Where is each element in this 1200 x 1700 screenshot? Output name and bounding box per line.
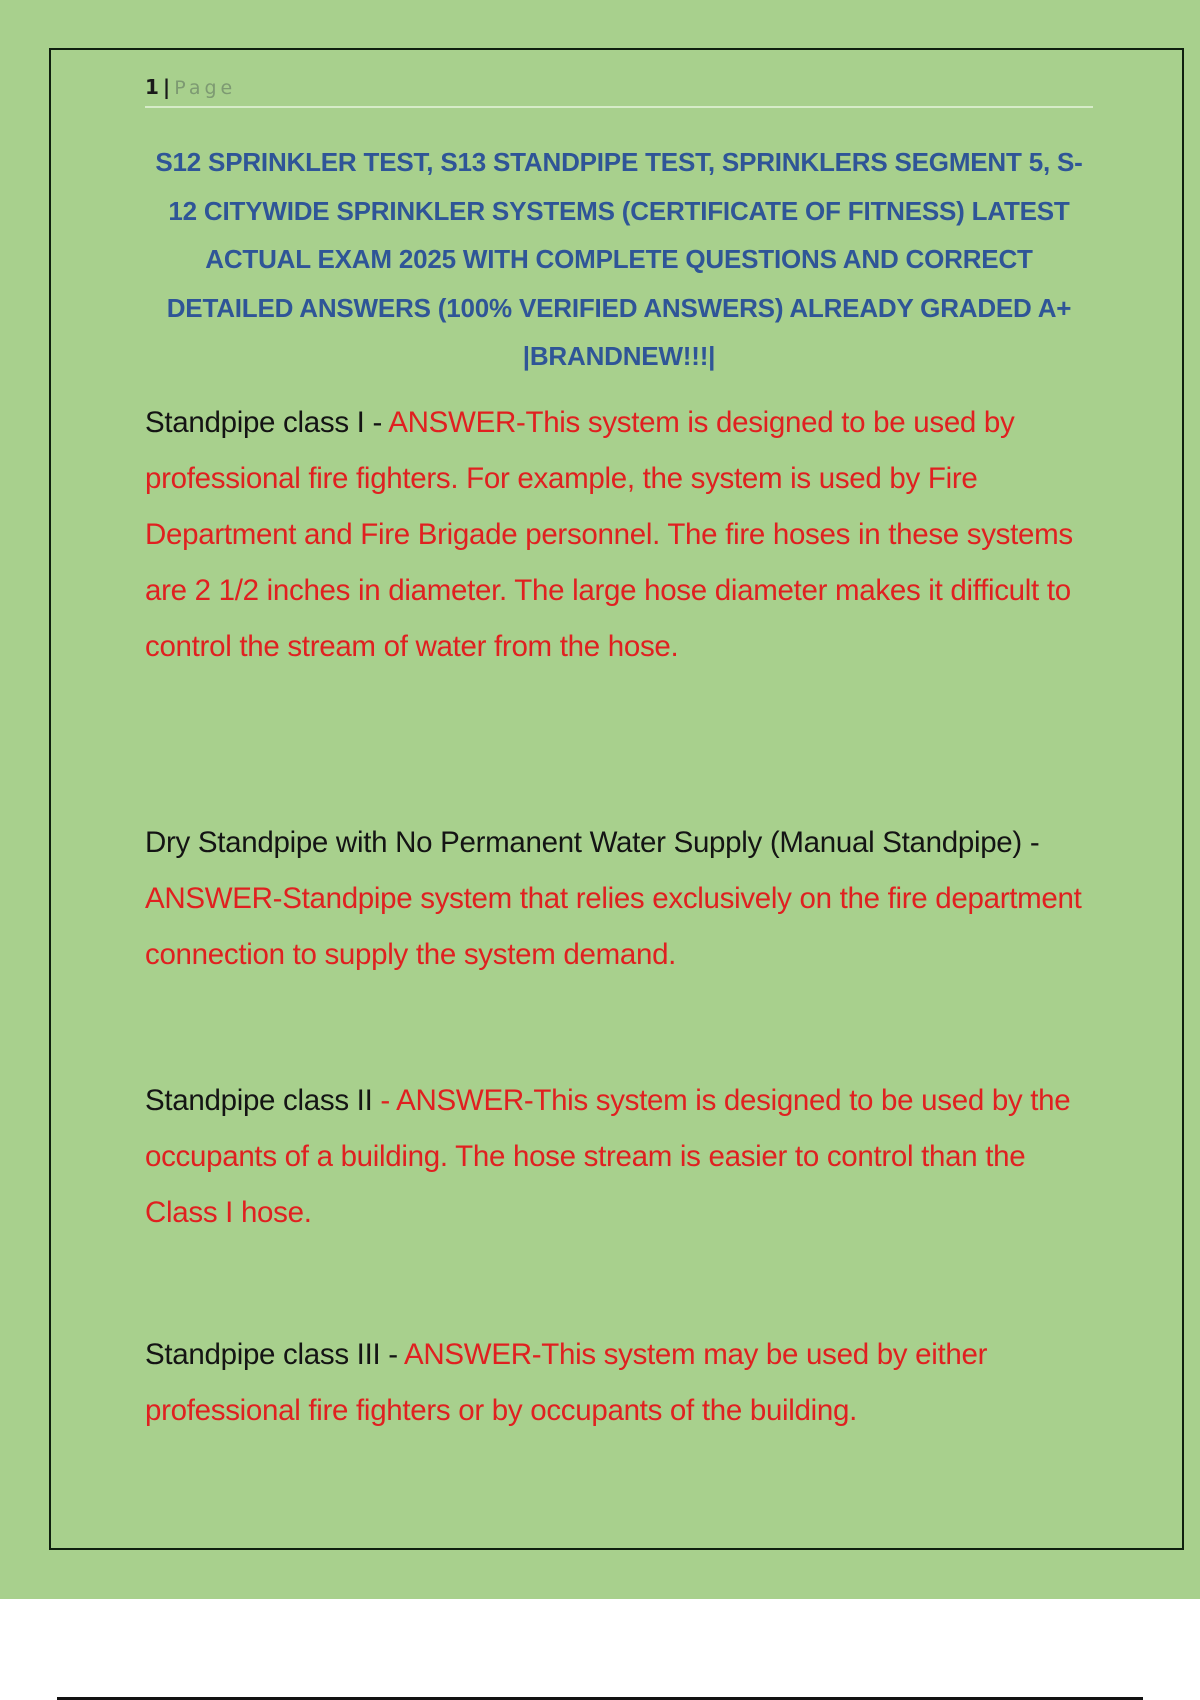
page-separator: | [162, 75, 171, 99]
qa-item-standpipe-class-2 [145, 1073, 1095, 1241]
answer-text: ANSWER-Standpipe system that relies exclusively on the fire department connection to supply the system demand. [145, 882, 1082, 971]
answer-text: ANSWER-This system may be used by either professional fire fighters or by occupants of the building. [145, 1338, 988, 1427]
question-text: Standpipe class II [145, 1084, 373, 1117]
page-header [145, 72, 1093, 108]
page-label: Page [174, 77, 237, 99]
question-text: Standpipe class I - [145, 406, 389, 439]
question-text: Dry Standpipe with No Permanent Water Supply (Manual Standpipe) - [145, 826, 1040, 859]
question-text: Standpipe class III - [145, 1338, 405, 1371]
qa-item-standpipe-class-3 [145, 1327, 1095, 1439]
page-number: 1 [145, 75, 159, 99]
qa-item-dry-standpipe [145, 815, 1095, 983]
qa-item-standpipe-class-1 [145, 395, 1095, 675]
answer-text: ANSWER-This system is designed to be used by professional fire fighters. For example, the system is used by Fire Department and Fire Brigade personnel. The fire hoses in these systems are 2 1/2 inches in diameter. The large hose diameter makes it difficult to control the stream of water from the hose. [145, 406, 1073, 663]
answer-text: - ANSWER-This system is designed to be used by the occupants of a building. The hose stream is easier to control than the Class I hose. [145, 1084, 1071, 1229]
document-title: S12 SPRINKLER TEST, S13 STANDPIPE TEST, SPRINKLERS SEGMENT 5, S-12 CITYWIDE SPRINKLER SYSTEMS (CERTIFICATE OF FITNESS) LATEST ACTUAL EXAM 2025 WITH COMPLETE QUESTIONS AND CORRECT DETAILED ANSWERS (100% VERIFIED ANSWERS) ALREADY GRADED A+ |BRANDNEW!!!| [155, 147, 1083, 371]
